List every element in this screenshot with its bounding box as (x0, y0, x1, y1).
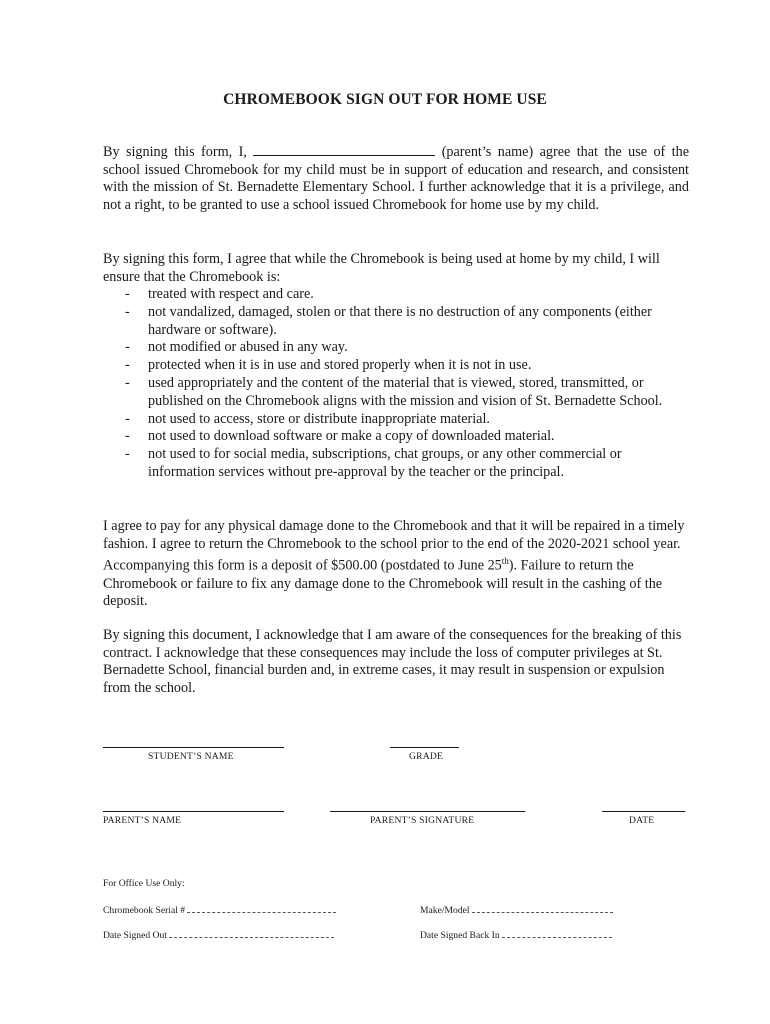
parent-name-blank[interactable] (253, 143, 435, 156)
date-out-field (103, 928, 334, 941)
list-bullet: - (125, 374, 130, 391)
list-item (103, 357, 689, 375)
date-in-label: Date Signed Back In (420, 930, 500, 941)
list-item (103, 286, 689, 304)
list-item (103, 339, 689, 357)
document-title: CHROMEBOOK SIGN OUT FOR HOME USE (223, 91, 547, 108)
list-bullet: - (125, 303, 130, 320)
make-model-field (420, 903, 613, 916)
parent-signature-line[interactable] (330, 811, 525, 812)
damage-text-start: I agree to pay for any physical damage done to the Chromebook and that it will be repaired in a timely fashion. I agree to return the Chromebook to the school prior to the end of the 2020-2021 school year. Accompanying this form is a deposit of $500.00 (postdated to June 25 (103, 518, 685, 574)
parent-signature-label: PARENT’S SIGNATURE (370, 815, 475, 826)
make-model-label: Make/Model (420, 905, 470, 916)
list-item-text: treated with respect and care. (148, 286, 314, 302)
parent-name-line[interactable] (103, 811, 284, 812)
list-item-text: not used to access, store or distribute inappropriate material. (148, 410, 490, 427)
list-item (103, 304, 689, 340)
list-item-text: not used to download software or make a copy of downloaded material. (148, 428, 555, 445)
list-item-text: not vandalized, damaged, stolen or that there is no destruction of any components (either hardware or software). (148, 303, 652, 338)
intro-text-rest: (parent’s name) agree that the use of the school issued Chromebook for my child must be in support of education and research, and consistent with the mission of St. Bernadette Elementary School. I further acknowledge that it is a privilege, and not a right, to be granted to use a school issued Chromebook for home use by my child. (103, 144, 690, 213)
grade-line[interactable] (390, 747, 459, 748)
date-out-blank[interactable] (169, 928, 334, 938)
list-bullet: - (125, 428, 130, 445)
agreement-list (103, 286, 689, 482)
serial-label: Chromebook Serial # (103, 905, 186, 916)
date-suffix: th (501, 556, 509, 567)
student-name-label: STUDENT’S NAME (148, 751, 234, 762)
intro-paragraph (103, 143, 689, 214)
office-heading: For Office Use Only: (103, 878, 185, 889)
date-out-label: Date Signed Out (103, 930, 167, 941)
list-item-text: used appropriately and the content of the material that is viewed, stored, transmitted, or published on the Chromebook aligns with the mission and vision of St. Bernadette School. (148, 374, 663, 409)
list-bullet: - (125, 410, 130, 427)
damage-text-end: ). Failure to return the Chromebook or failure to fix any damage done to the Chromebook will result in the cashing of the deposit. (103, 557, 663, 610)
list-item (103, 446, 689, 482)
student-name-line[interactable] (103, 747, 284, 748)
list-item-text: not modified or abused in any way. (148, 339, 348, 356)
agreement-lead: By signing this form, I agree that while the Chromebook is being used at home by my child, I will ensure that the Chromebook is: (103, 251, 660, 285)
parent-name-label: PARENT’S NAME (103, 815, 182, 826)
consequences-paragraph: By signing this document, I acknowledge that I am aware of the consequences for the breaking of this contract. I acknowledge that these consequences may include the loss of computer privileges at St. Bernadette School, financial burden and, in extreme cases, it may result in suspension or expulsion from the school. (103, 627, 682, 696)
list-item (103, 375, 689, 411)
make-model-blank[interactable] (472, 903, 613, 913)
date-in-field (420, 928, 612, 941)
serial-field (103, 903, 336, 916)
date-label: DATE (629, 815, 655, 826)
date-line[interactable] (602, 811, 685, 812)
grade-label: GRADE (409, 751, 444, 762)
list-bullet: - (125, 339, 130, 356)
list-item-text: protected when it is in use and stored properly when it is not in use. (148, 357, 532, 374)
intro-text-start: By signing this form, I, (103, 144, 254, 160)
list-bullet: - (125, 286, 130, 302)
serial-blank[interactable] (187, 903, 336, 913)
list-item (103, 428, 689, 446)
date-in-blank[interactable] (502, 928, 612, 938)
list-item (103, 411, 689, 429)
list-item-text: not used to for social media, subscriptions, chat groups, or any other commercial or information services without pre-approval by the teacher or the principal. (148, 446, 622, 480)
list-bullet: - (125, 357, 130, 374)
damage-paragraph (103, 518, 689, 611)
list-bullet: - (125, 446, 130, 463)
